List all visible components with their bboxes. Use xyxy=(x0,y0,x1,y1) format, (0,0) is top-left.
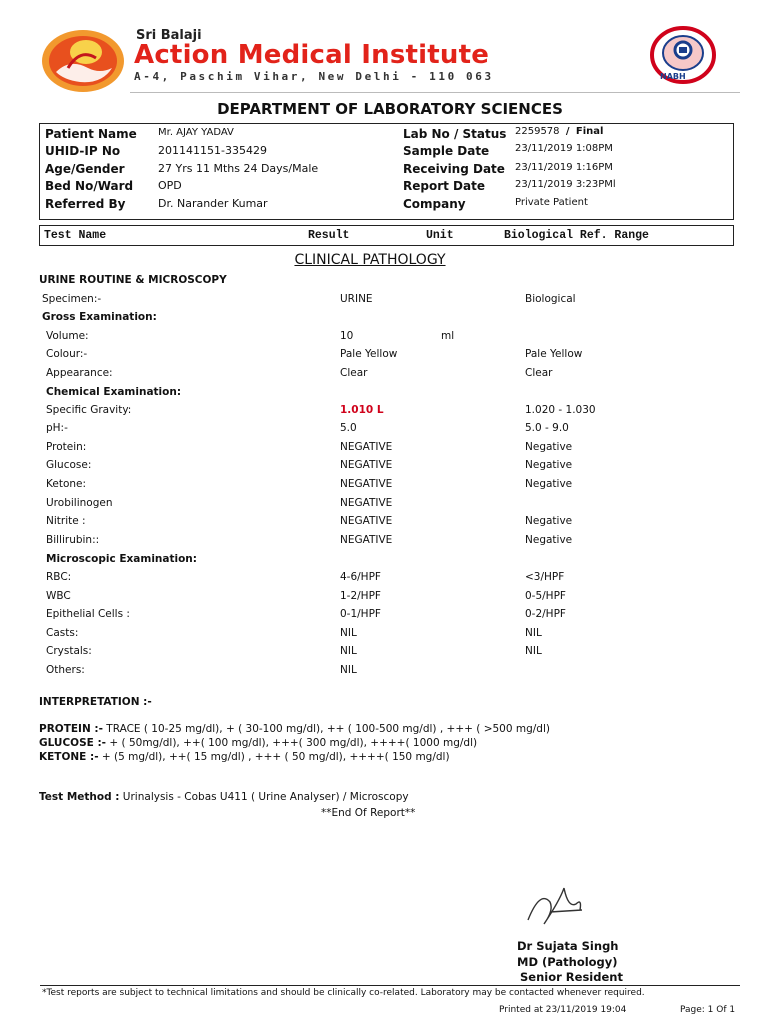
row-result: 5.0 xyxy=(340,422,357,434)
patient-name: Mr. AJAY YADAV xyxy=(158,127,234,138)
row-result: NEGATIVE xyxy=(340,478,393,490)
lab-no-separator: / xyxy=(565,126,570,137)
sample-date-label: Sample Date xyxy=(403,144,490,158)
row-result: NEGATIVE xyxy=(340,497,393,509)
row-result: NIL xyxy=(340,645,357,657)
row-result-flagged: 1.010 L xyxy=(340,404,384,416)
row-range: Negative xyxy=(525,441,573,453)
receiving-date-value: 23/11/2019 1:16PM xyxy=(515,162,613,173)
row-result: Pale Yellow xyxy=(340,348,398,360)
group-chemical: Chemical Examination: xyxy=(46,386,182,398)
row-name: Casts: xyxy=(46,627,79,639)
row-result: NIL xyxy=(340,627,357,639)
company-label: Company xyxy=(403,197,466,211)
doctor-name: Dr Sujata Singh xyxy=(517,939,619,953)
uhid-label: UHID-IP No xyxy=(45,144,121,158)
interpretation-title: INTERPRETATION :- xyxy=(39,696,152,708)
doctor-degree: MD (Pathology) xyxy=(517,955,618,969)
hospital-name: Action Medical Institute xyxy=(134,40,490,70)
test-method-label: Test Method : xyxy=(39,791,120,803)
end-of-report: **End Of Report** xyxy=(321,807,416,819)
referred-by-value: Dr. Narander Kumar xyxy=(158,197,268,210)
interp-glucose-label: GLUCOSE :- xyxy=(39,737,107,749)
section-title-text: CLINICAL PATHOLOGY xyxy=(294,252,446,268)
row-result: NEGATIVE xyxy=(340,459,393,471)
row-range: Negative xyxy=(525,478,573,490)
col-result: Result xyxy=(308,229,350,242)
row-name: Appearance: xyxy=(46,367,113,379)
row-result: 10 xyxy=(340,330,354,342)
lab-no-label: Lab No / Status xyxy=(403,127,507,141)
test-title: URINE ROUTINE & MICROSCOPY xyxy=(39,274,227,286)
age-gender-label: Age/Gender xyxy=(45,162,125,176)
interp-ketone-text: + (5 mg/dl), ++( 15 mg/dl) , +++ ( 50 mg/dl), ++++( 150 mg/dl) xyxy=(98,751,450,763)
footer-divider xyxy=(40,985,740,986)
receiving-date-label: Receiving Date xyxy=(403,162,505,176)
department-title: DEPARTMENT OF LABORATORY SCIENCES xyxy=(217,100,563,118)
interp-protein xyxy=(39,723,550,735)
col-range: Biological Ref. Range xyxy=(504,229,649,242)
row-range: 0-2/HPF xyxy=(525,608,566,620)
section-title xyxy=(0,252,740,268)
interp-ketone-label: KETONE :- xyxy=(39,751,99,763)
header-divider xyxy=(130,92,740,93)
status-value: Final xyxy=(575,126,604,137)
row-name: Billirubin:: xyxy=(46,534,100,546)
row-name: Urobilinogen xyxy=(46,497,113,509)
sample-date-value: 23/11/2019 1:08PM xyxy=(515,143,613,154)
interp-protein-label: PROTEIN :- xyxy=(39,723,103,735)
row-name: Colour:- xyxy=(46,348,88,360)
bed-ward-value: OPD xyxy=(158,179,182,192)
interp-ketone xyxy=(39,751,450,763)
interp-glucose-text: + ( 50mg/dl), ++( 100 mg/dl), +++( 300 mg/dl), ++++( 1000 mg/dl) xyxy=(106,737,478,749)
patient-info-box xyxy=(39,123,734,220)
lab-no-status xyxy=(515,126,603,137)
row-name: WBC xyxy=(46,590,71,602)
doctor-signature xyxy=(520,880,590,930)
report-date-value: 23/11/2019 3:23PMl xyxy=(515,179,616,190)
row-result: 4-6/HPF xyxy=(340,571,381,583)
row-range: Negative xyxy=(525,534,573,546)
row-name: Ketone: xyxy=(46,478,87,490)
row-name: Others: xyxy=(46,664,85,676)
bed-ward-label: Bed No/Ward xyxy=(45,179,134,193)
col-unit: Unit xyxy=(426,229,454,242)
page-number: Page: 1 Of 1 xyxy=(680,1005,736,1015)
row-unit: ml xyxy=(441,330,455,342)
group-microscopic: Microscopic Examination: xyxy=(46,553,197,565)
uhid-value: 201141151-335429 xyxy=(158,144,267,157)
row-range: 5.0 - 9.0 xyxy=(525,422,569,434)
row-range: NIL xyxy=(525,645,542,657)
row-range: Negative xyxy=(525,515,573,527)
specimen-range: Biological xyxy=(525,293,576,305)
company-value: Private Patient xyxy=(515,197,588,208)
row-result: NIL xyxy=(340,664,357,676)
row-name: Glucose: xyxy=(46,459,92,471)
brand-prefix: Sri Balaji xyxy=(136,28,202,43)
row-range: 0-5/HPF xyxy=(525,590,566,602)
lab-no-value: 2259578 xyxy=(515,126,560,137)
test-method xyxy=(39,791,409,803)
row-name: Nitrite : xyxy=(46,515,86,527)
row-result: NEGATIVE xyxy=(340,441,393,453)
col-test-name: Test Name xyxy=(44,229,107,242)
row-name: Specific Gravity: xyxy=(46,404,132,416)
row-name: Protein: xyxy=(46,441,87,453)
printed-at: Printed at 23/11/2019 19:04 xyxy=(499,1005,627,1015)
group-gross: Gross Examination: xyxy=(42,311,157,323)
referred-by-label: Referred By xyxy=(45,197,126,211)
row-range: Negative xyxy=(525,459,573,471)
specimen-result: URINE xyxy=(340,293,373,305)
row-range: Pale Yellow xyxy=(525,348,583,360)
hospital-address: A-4, Paschim Vihar, New Delhi - 110 063 xyxy=(134,70,494,83)
age-gender-value: 27 Yrs 11 Mths 24 Days/Male xyxy=(158,162,319,175)
patient-name-label: Patient Name xyxy=(45,127,137,141)
interp-glucose xyxy=(39,737,477,749)
row-name: pH:- xyxy=(46,422,68,434)
row-result: Clear xyxy=(340,367,368,379)
row-range: <3/HPF xyxy=(525,571,565,583)
row-range: NIL xyxy=(525,627,542,639)
specimen-label: Specimen:- xyxy=(42,293,102,305)
interp-protein-text: TRACE ( 10-25 mg/dl), + ( 30-100 mg/dl), ++ ( 100-500 mg/dl) , +++ ( >500 mg/dl) xyxy=(102,723,550,735)
row-name: RBC: xyxy=(46,571,72,583)
row-result: 0-1/HPF xyxy=(340,608,381,620)
doctor-title: Senior Resident xyxy=(520,970,623,984)
report-date-label: Report Date xyxy=(403,179,485,193)
row-result: NEGATIVE xyxy=(340,515,393,527)
row-range: 1.020 - 1.030 xyxy=(525,404,596,416)
row-name: Volume: xyxy=(46,330,89,342)
disclaimer: *Test reports are subject to technical limitations and should be clinically co-related. Laboratory may be contacted whenever required. xyxy=(42,988,645,998)
nabh-label: NABH xyxy=(660,72,686,81)
row-name: Crystals: xyxy=(46,645,92,657)
row-range: Clear xyxy=(525,367,553,379)
row-result: NEGATIVE xyxy=(340,534,393,546)
test-method-value: Urinalysis - Cobas U411 ( Urine Analyser) / Microscopy xyxy=(119,791,409,803)
row-name: Epithelial Cells : xyxy=(46,608,130,620)
row-result: 1-2/HPF xyxy=(340,590,381,602)
hospital-logo xyxy=(40,28,126,94)
